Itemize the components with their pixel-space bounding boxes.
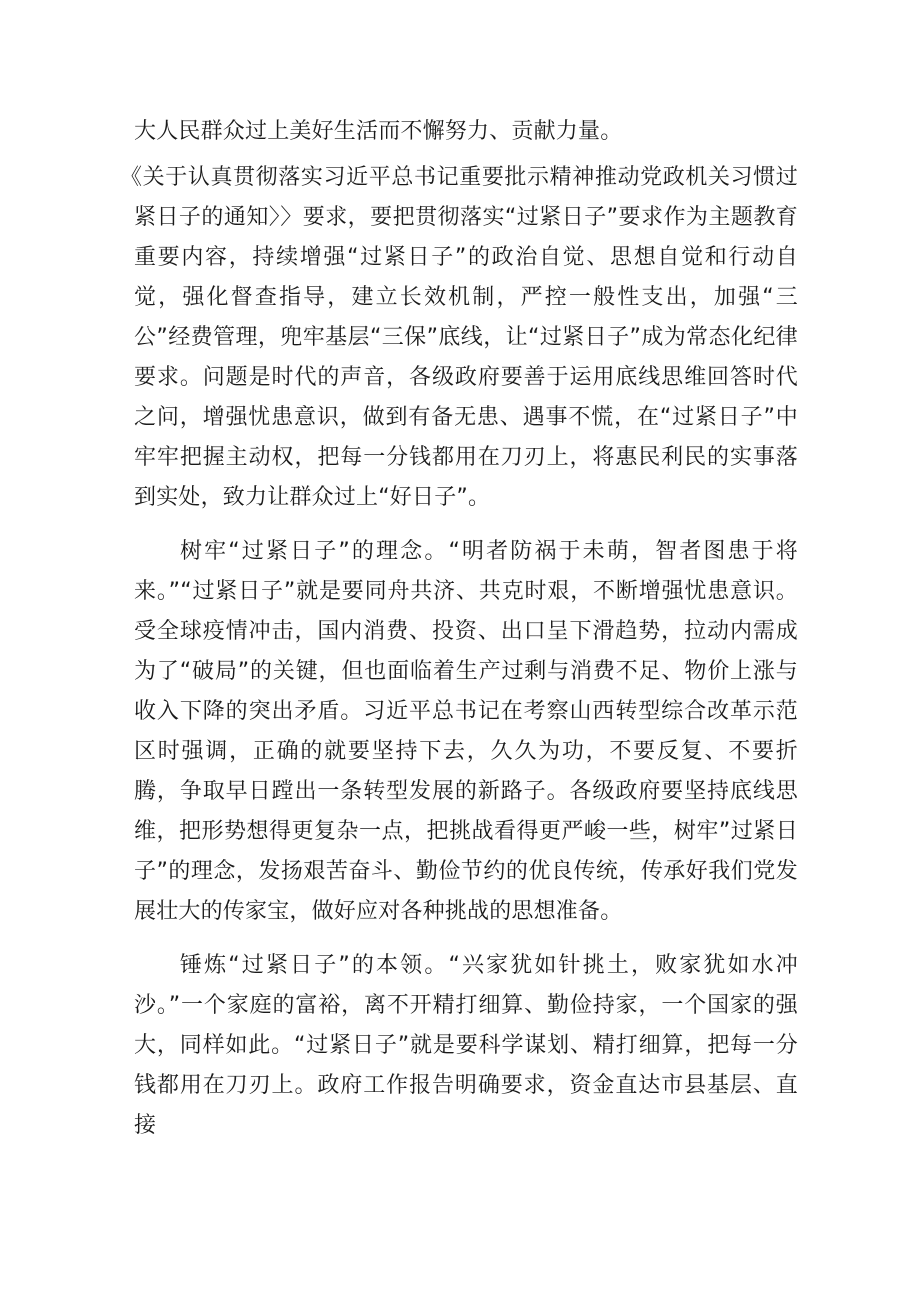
paragraph-gap [134, 932, 798, 946]
paragraph-gap [134, 518, 798, 532]
paragraph-continuation: 大人民群众过上美好生活而不懈努力、贡献力量。 [134, 119, 623, 144]
paragraph-notice: 《关于认真贯彻落实习近平总书记重要批示精神推动党政机关习惯过紧日子的通知〉〉要求，要把贯彻落实“过紧日子”要求作为主题教育重要内容，持续增强“过紧日子”的政治自觉、思想自觉和行动自觉，强化督查指导，建立长效机制，严控一般性支出，加强“三公”经费管理，兜牢基层“三保”底线，让“过紧日子”成为常态化纪律要求。问题是时代的声音，各级政府要善于运用底线思维回答时代之问，增强忧患意识，做到有备无患、遇事不慌，在“过紧日子”中牢牢把握主动权，把每一分钱都用在刀刃上，将惠民利民的实事落到实处，致力让群众过上“好日子”。 [120, 165, 798, 510]
document-body [120, 112, 798, 1146]
paragraph-concept: 树牢“过紧日子”的理念。“明者防祸于未萌，智者图患于将来。”“过紧日子”就是要同舟共济、共克时艰，不断增强忧患意识。受全球疫情冲击，国内消费、投资、出口呈下滑趋势，拉动内需成为了“破局”的关键，但也面临着生产过剩与消费不足、物价上涨与收入下降的突出矛盾。习近平总书记在考察山西转型综合改革示范区时强调，正确的就要坚持下去，久久为功，不要反复、不要折腾，争取早日蹚出一条转型发展的新路子。各级政府要坚持底线思维，把形势想得更复杂一点，把挑战看得更严峻一些，树牢”过紧日子”的理念，发扬艰苦奋斗、勤俭节约的优良传统，传承好我们党发展壮大的传家宝，做好应对各种挑战的思想准备。 [134, 539, 798, 924]
paragraph-skill: 锤炼“过紧日子”的本领。“兴家犹如针挑土，败家犹如水冲沙。”一个家庭的富裕，离不开精打细算、勤俭持家，一个国家的强大，同样如此。“过紧日子”就是要科学谋划、精打细算，把每一分钱都用在刀刃上。政府工作报告明确要求，资金直达市县基层、直接 [134, 953, 798, 1138]
